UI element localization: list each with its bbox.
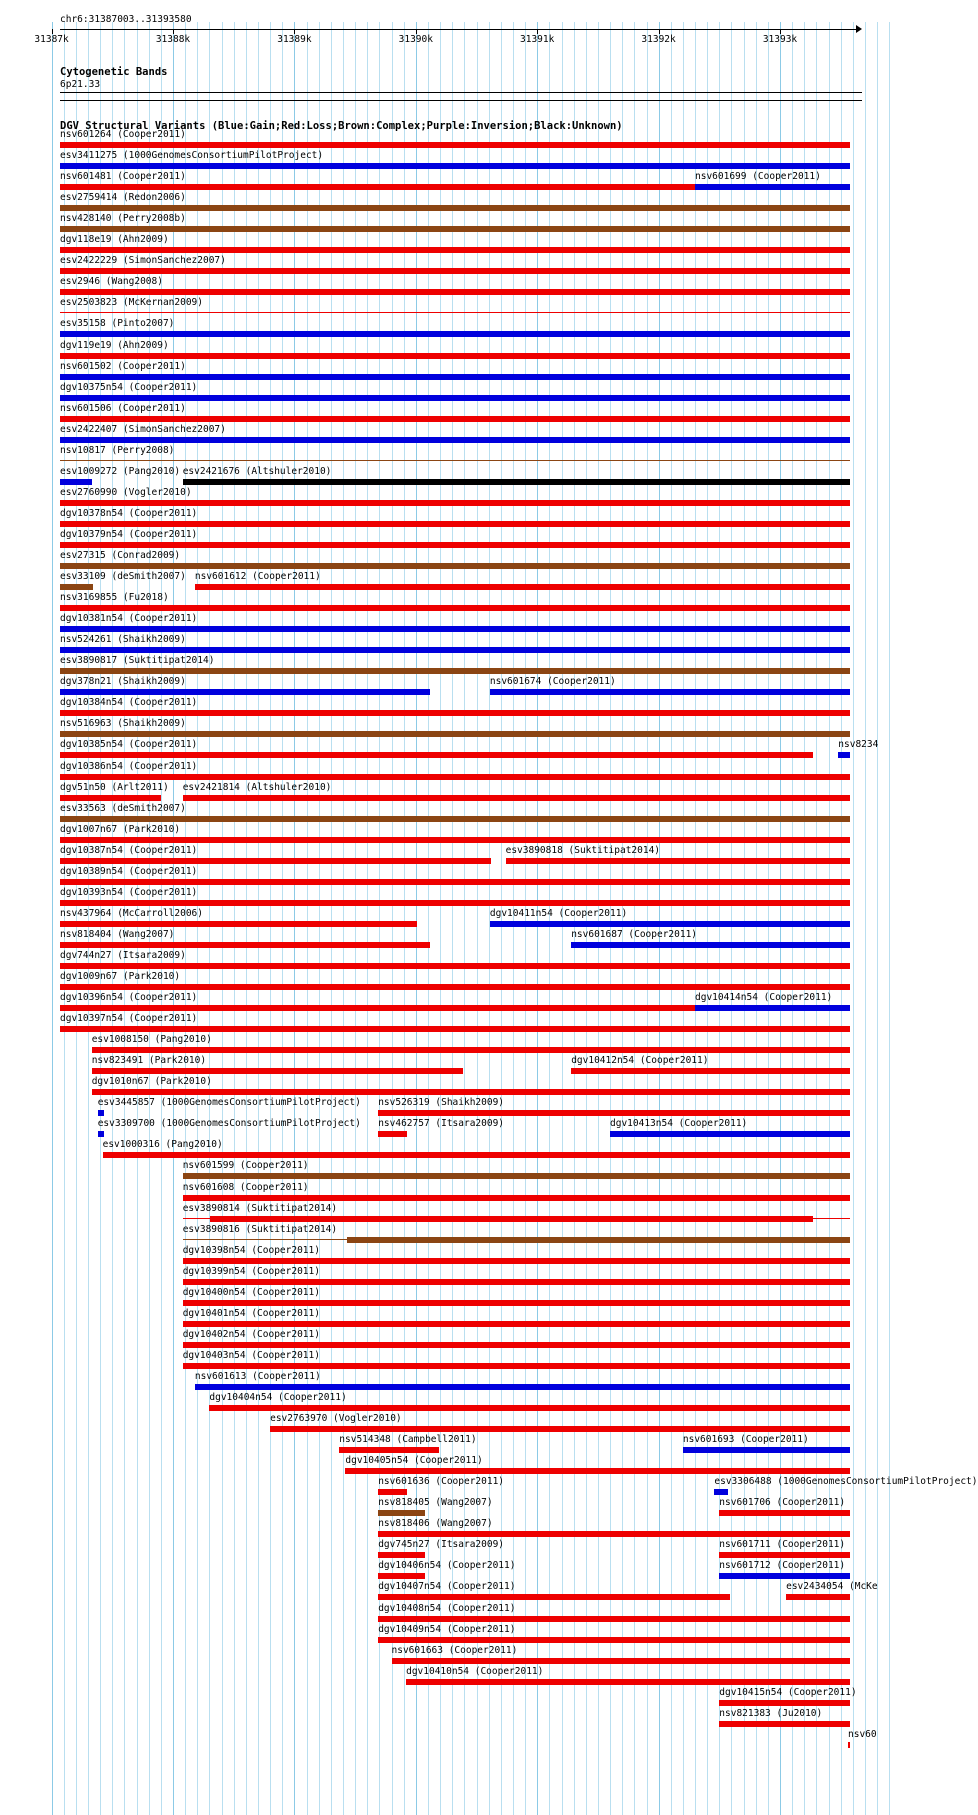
variant-bar[interactable] [60, 163, 850, 169]
variant-label[interactable]: dgv10400n54 (Cooper2011) [182, 1286, 320, 1298]
variant-bar[interactable] [183, 795, 851, 801]
variant-label[interactable]: dgv10397n54 (Cooper2011) [60, 1013, 198, 1025]
variant-bar[interactable] [60, 921, 417, 927]
variant-bar[interactable] [92, 1068, 464, 1074]
variant-bar[interactable] [183, 1321, 851, 1327]
variant-label[interactable]: dgv10408n54 (Cooper2011) [378, 1602, 516, 1614]
variant-bar[interactable] [195, 584, 851, 590]
variant-label[interactable]: dgv10386n54 (Cooper2011) [60, 760, 198, 772]
variant-bar[interactable] [92, 1047, 851, 1053]
variant-bar[interactable] [60, 247, 850, 253]
variant-label[interactable]: esv3309700 (1000GenomesConsortiumPilotProject) [97, 1118, 361, 1130]
variant-label[interactable]: dgv10378n54 (Cooper2011) [60, 507, 198, 519]
region-label: chr6:31387003..31393580 [60, 14, 192, 25]
grid-line [52, 22, 53, 1815]
variant-bar[interactable] [490, 921, 851, 927]
variant-bar[interactable] [719, 1510, 850, 1516]
variant-bar[interactable] [60, 879, 850, 885]
variant-label[interactable]: esv33109 (deSmith2007) [60, 571, 186, 583]
variant-label[interactable]: dgv1007n67 (Park2010) [60, 823, 181, 835]
variant-bar[interactable] [378, 1131, 407, 1137]
variant-label[interactable]: esv1000316 (Pang2010) [102, 1139, 223, 1151]
variant-bar[interactable] [60, 1005, 695, 1011]
variant-label[interactable]: esv2946 (Wang2008) [60, 276, 163, 288]
variant-label[interactable]: dgv1009n67 (Park2010) [60, 971, 181, 982]
cytoband-track-title: Cytogenetic Bands [60, 66, 168, 78]
variant-bar[interactable] [183, 479, 851, 485]
variant-bar[interactable] [183, 1173, 851, 1179]
variant-label[interactable]: nsv8234 [838, 739, 879, 751]
variant-bar[interactable] [60, 1026, 850, 1032]
grid-line [889, 22, 890, 1815]
variant-label[interactable]: esv2759414 (Redon2006) [60, 192, 186, 204]
variant-bar[interactable] [345, 1468, 850, 1474]
variant-bar[interactable] [183, 1300, 851, 1306]
variant-bar[interactable] [60, 437, 850, 443]
variant-label[interactable]: dgv118e19 (Ahn2009) [60, 234, 169, 246]
variant-bar[interactable] [60, 563, 850, 569]
variant-bar[interactable] [103, 1152, 851, 1158]
variant-bar[interactable] [714, 1489, 727, 1495]
variant-bar[interactable] [210, 1216, 813, 1222]
variant-label[interactable]: nsv823491 (Park2010) [91, 1055, 207, 1067]
ruler-tick-label: 31393k [762, 34, 798, 45]
cytoband-label: 6p21.33 [60, 79, 101, 90]
variant-bar[interactable] [60, 374, 850, 380]
ruler-tick-label: 31389k [277, 34, 312, 45]
variant-label[interactable]: dgv10385n54 (Cooper2011) [60, 739, 198, 751]
variant-bar[interactable] [719, 1721, 850, 1727]
variant-label[interactable]: nsv601636 (Cooper2011) [378, 1476, 505, 1488]
variant-bar[interactable] [60, 710, 850, 716]
variant-label[interactable]: nsv601506 (Cooper2011) [60, 402, 186, 414]
variant-label[interactable]: dgv10375n54 (Cooper2011) [60, 381, 198, 393]
variant-bar[interactable] [183, 1279, 851, 1285]
variant-label[interactable]: dgv10415n54 (Cooper2011) [719, 1686, 857, 1698]
variant-bar[interactable] [571, 942, 850, 948]
variant-label[interactable]: dgv10406n54 (Cooper2011) [378, 1560, 516, 1572]
variant-bar[interactable] [60, 984, 850, 990]
variant-label[interactable]: dgv10379n54 (Cooper2011) [60, 528, 198, 540]
variant-bar[interactable] [60, 268, 850, 274]
variant-bar[interactable] [92, 1089, 851, 1095]
variant-bar[interactable] [339, 1447, 439, 1453]
variant-label[interactable]: esv2763970 (Vogler2010) [270, 1413, 402, 1425]
variant-label[interactable]: nsv601481 (Cooper2011) [60, 171, 186, 183]
dgv-track-title: DGV Structural Variants (Blue:Gain;Red:Loss;Brown:Complex;Purple:Inversion;Black:Unknown) [60, 120, 623, 132]
variant-bar[interactable] [183, 1342, 851, 1348]
variant-label[interactable]: dgv10407n54 (Cooper2011) [378, 1581, 516, 1593]
variant-label[interactable]: esv3445857 (1000GenomesConsortiumPilotProject) [97, 1097, 361, 1109]
variant-label[interactable]: esv3411275 (1000GenomesConsortiumPilotProject) [60, 150, 324, 162]
variant-bar[interactable] [195, 1384, 851, 1390]
ruler-tick-label: 31390k [398, 34, 433, 45]
variant-label[interactable]: dgv10405n54 (Cooper2011) [345, 1455, 483, 1467]
cytoband-bar-top [60, 92, 862, 93]
variant-label[interactable]: dgv10402n54 (Cooper2011) [182, 1328, 320, 1340]
variant-label[interactable]: esv2422407 (SimonSanchez2007) [60, 423, 226, 435]
variant-label[interactable]: dgv10401n54 (Cooper2011) [182, 1307, 320, 1319]
variant-bar[interactable] [60, 858, 491, 864]
variant-label[interactable]: nsv462757 (Itsara2009) [378, 1118, 505, 1130]
variant-label[interactable]: nsv514348 (Campbell2011) [339, 1434, 477, 1446]
variant-bar[interactable] [60, 416, 850, 422]
variant-bar[interactable] [60, 731, 850, 737]
variant-bar[interactable] [60, 205, 850, 211]
variant-bar[interactable] [695, 184, 850, 190]
variant-label[interactable]: dgv10409n54 (Cooper2011) [378, 1623, 516, 1635]
variant-bar[interactable] [406, 1679, 850, 1685]
variant-bar[interactable] [60, 689, 430, 695]
variant-label[interactable]: dgv10403n54 (Cooper2011) [182, 1349, 320, 1361]
variant-bar[interactable] [838, 752, 850, 758]
variant-label[interactable]: esv27315 (Conrad2009) [60, 550, 181, 561]
variant-label[interactable]: dgv10410n54 (Cooper2011) [406, 1665, 544, 1677]
variant-bar[interactable] [60, 774, 850, 780]
variant-bar[interactable] [60, 584, 93, 590]
variant-bar[interactable] [378, 1531, 850, 1537]
variant-bar[interactable] [60, 312, 850, 313]
variant-bar[interactable] [60, 184, 695, 190]
variant-label[interactable]: esv33563 (deSmith2007) [60, 802, 186, 814]
variant-bar[interactable] [490, 689, 851, 695]
variant-label[interactable]: nsv818406 (Wang2007) [378, 1518, 493, 1530]
variant-bar[interactable] [183, 1258, 851, 1264]
variant-label[interactable]: nsv601693 (Cooper2011) [682, 1434, 809, 1446]
variant-label[interactable]: nsv3169855 (Fu2018) [60, 592, 169, 604]
variant-bar[interactable] [60, 900, 850, 906]
variant-label[interactable]: nsv601502 (Cooper2011) [60, 360, 186, 372]
variant-bar[interactable] [60, 816, 850, 822]
variant-label[interactable]: dgv10381n54 (Cooper2011) [60, 613, 198, 625]
variant-label[interactable]: nsv428140 (Perry2008b) [60, 213, 186, 225]
variant-bar[interactable] [270, 1426, 850, 1432]
variant-bar[interactable] [60, 542, 850, 548]
variant-bar[interactable] [60, 142, 850, 148]
cytoband-bar-bottom [60, 100, 862, 101]
variant-bar[interactable] [60, 331, 850, 337]
variant-bar[interactable] [506, 858, 851, 864]
variant-label[interactable]: nsv601663 (Cooper2011) [391, 1644, 518, 1656]
variant-bar[interactable] [571, 1068, 850, 1074]
variant-bar[interactable] [60, 752, 813, 758]
variant-label[interactable]: esv2422229 (SimonSanchez2007) [60, 255, 226, 267]
variant-bar[interactable] [60, 647, 850, 653]
variant-label[interactable]: dgv744n27 (Itsara2009) [60, 949, 186, 961]
variant-bar[interactable] [60, 479, 92, 485]
variant-label[interactable]: dgv1010n67 (Park2010) [91, 1076, 212, 1088]
variant-label[interactable]: nsv526319 (Shaikh2009) [378, 1097, 505, 1109]
variant-bar[interactable] [378, 1594, 730, 1600]
variant-label[interactable]: dgv10393n54 (Cooper2011) [60, 886, 198, 898]
variant-bar[interactable] [392, 1658, 851, 1664]
variant-bar[interactable] [610, 1131, 850, 1137]
variant-label[interactable]: esv3890816 (Suktitipat2014) [182, 1223, 338, 1235]
variant-bar[interactable] [60, 795, 161, 801]
variant-label[interactable]: nsv601687 (Cooper2011) [571, 928, 698, 940]
variant-bar[interactable] [719, 1552, 850, 1558]
ruler-tick-label: 31387k [34, 34, 69, 45]
variant-bar[interactable] [378, 1510, 425, 1516]
variant-label[interactable]: nsv10817 (Perry2008) [60, 444, 175, 456]
variant-label[interactable]: dgv51n50 (Arlt2011) [60, 781, 169, 793]
variant-label[interactable]: dgv10411n54 (Cooper2011) [489, 907, 628, 919]
variant-label[interactable]: nsv601706 (Cooper2011) [719, 1497, 846, 1509]
ruler-tick-label: 31392k [641, 34, 676, 45]
grid-line [865, 22, 866, 1815]
variant-label[interactable]: esv3306488 (1000GenomesConsortiumPilotProject) [714, 1476, 978, 1488]
variant-label[interactable]: nsv821383 (Ju2010) [719, 1707, 823, 1719]
variant-bar[interactable] [848, 1742, 850, 1748]
variant-label[interactable]: nsv601608 (Cooper2011) [182, 1181, 309, 1193]
variant-label[interactable]: nsv601264 (Cooper2011) [60, 129, 186, 140]
variant-bar[interactable] [60, 460, 850, 461]
variant-bar[interactable] [60, 668, 850, 674]
variant-bar[interactable] [60, 353, 850, 359]
variant-label[interactable]: dgv119e19 (Ahn2009) [60, 339, 169, 351]
variant-label[interactable]: nsv601612 (Cooper2011) [194, 571, 321, 583]
ruler-tick-label: 31391k [520, 34, 555, 45]
variant-label[interactable]: esv2760990 (Vogler2010) [60, 486, 192, 498]
variant-label[interactable]: nsv601613 (Cooper2011) [194, 1370, 321, 1382]
variant-bar[interactable] [60, 963, 850, 969]
variant-label[interactable]: dgv10412n54 (Cooper2011) [571, 1055, 709, 1067]
grid-line [853, 22, 854, 1815]
variant-label[interactable]: dgv10389n54 (Cooper2011) [60, 865, 198, 877]
ruler-arrow [856, 25, 862, 33]
variant-label[interactable]: nsv818405 (Wang2007) [378, 1497, 493, 1509]
variant-label[interactable]: dgv378n21 (Shaikh2009) [60, 676, 186, 688]
variant-bar[interactable] [786, 1594, 850, 1600]
variant-label[interactable]: nsv524261 (Shaikh2009) [60, 634, 186, 646]
variant-bar[interactable] [378, 1110, 850, 1116]
variant-bar[interactable] [683, 1447, 851, 1453]
variant-label[interactable]: esv2421814 (Altshuler2010) [182, 781, 332, 793]
variant-label[interactable]: nsv601712 (Cooper2011) [719, 1560, 846, 1572]
variant-label[interactable]: nsv601711 (Cooper2011) [719, 1539, 846, 1551]
variant-bar[interactable] [378, 1637, 850, 1643]
variant-bar[interactable] [98, 1131, 104, 1137]
variant-bar[interactable] [60, 289, 850, 295]
variant-label[interactable]: esv3890818 (Suktitipat2014) [505, 844, 661, 856]
variant-label[interactable]: esv3890817 (Suktitipat2014) [60, 655, 215, 667]
variant-bar[interactable] [60, 626, 850, 632]
variant-bar[interactable] [719, 1700, 850, 1706]
variant-bar[interactable] [347, 1237, 851, 1243]
variant-label[interactable]: nsv516963 (Shaikh2009) [60, 718, 186, 730]
ruler-tick-label: 31388k [155, 34, 191, 45]
variant-label[interactable]: dgv10399n54 (Cooper2011) [182, 1265, 320, 1277]
variant-bar[interactable] [60, 837, 850, 843]
variant-label[interactable]: esv3890814 (Suktitipat2014) [182, 1202, 338, 1214]
variant-label[interactable]: nsv601599 (Cooper2011) [182, 1160, 309, 1172]
variant-label[interactable]: esv35158 (Pinto2007) [60, 318, 175, 330]
variant-label[interactable]: nsv601699 (Cooper2011) [695, 171, 821, 183]
variant-bar[interactable] [719, 1573, 850, 1579]
variant-bar[interactable] [60, 942, 430, 948]
variant-bar[interactable] [183, 1363, 851, 1369]
variant-bar[interactable] [183, 1195, 851, 1201]
variant-bar[interactable] [209, 1405, 850, 1411]
variant-bar[interactable] [60, 226, 850, 232]
variant-label[interactable]: nsv818404 (Wang2007) [60, 928, 175, 940]
variant-label[interactable]: esv2434054 (McKe [786, 1581, 878, 1593]
variant-label[interactable]: nsv437964 (McCarroll2006) [60, 907, 203, 919]
variant-label[interactable]: dgv10414n54 (Cooper2011) [695, 992, 833, 1004]
variant-label[interactable]: dgv10384n54 (Cooper2011) [60, 697, 198, 709]
variant-bar[interactable] [60, 500, 850, 506]
grid-line [877, 22, 878, 1815]
variant-label[interactable]: nsv60 [848, 1728, 877, 1740]
variant-bar[interactable] [378, 1616, 850, 1622]
variant-bar[interactable] [60, 521, 850, 527]
variant-bar[interactable] [378, 1552, 425, 1558]
variant-label[interactable]: dgv745n27 (Itsara2009) [378, 1539, 505, 1551]
variant-bar[interactable] [60, 605, 850, 611]
variant-label[interactable]: dgv10398n54 (Cooper2011) [182, 1244, 320, 1256]
variant-label[interactable]: dgv10396n54 (Cooper2011) [60, 992, 198, 1004]
variant-label[interactable]: esv1009272 (Pang2010) [60, 465, 181, 477]
variant-label[interactable]: esv1008150 (Pang2010) [91, 1034, 212, 1046]
variant-bar[interactable] [98, 1110, 104, 1116]
variant-bar[interactable] [695, 1005, 850, 1011]
variant-bar[interactable] [378, 1489, 407, 1495]
variant-label[interactable]: dgv10413n54 (Cooper2011) [610, 1118, 748, 1130]
variant-bar[interactable] [378, 1573, 425, 1579]
variant-label[interactable]: nsv601674 (Cooper2011) [489, 676, 616, 688]
variant-label[interactable]: esv2421676 (Altshuler2010) [182, 465, 332, 477]
variant-label[interactable]: dgv10404n54 (Cooper2011) [209, 1392, 347, 1403]
variant-label[interactable]: esv2503823 (McKernan2009) [60, 297, 203, 309]
ruler-axis [60, 29, 856, 30]
variant-bar[interactable] [60, 395, 850, 401]
variant-label[interactable]: dgv10387n54 (Cooper2011) [60, 844, 198, 856]
